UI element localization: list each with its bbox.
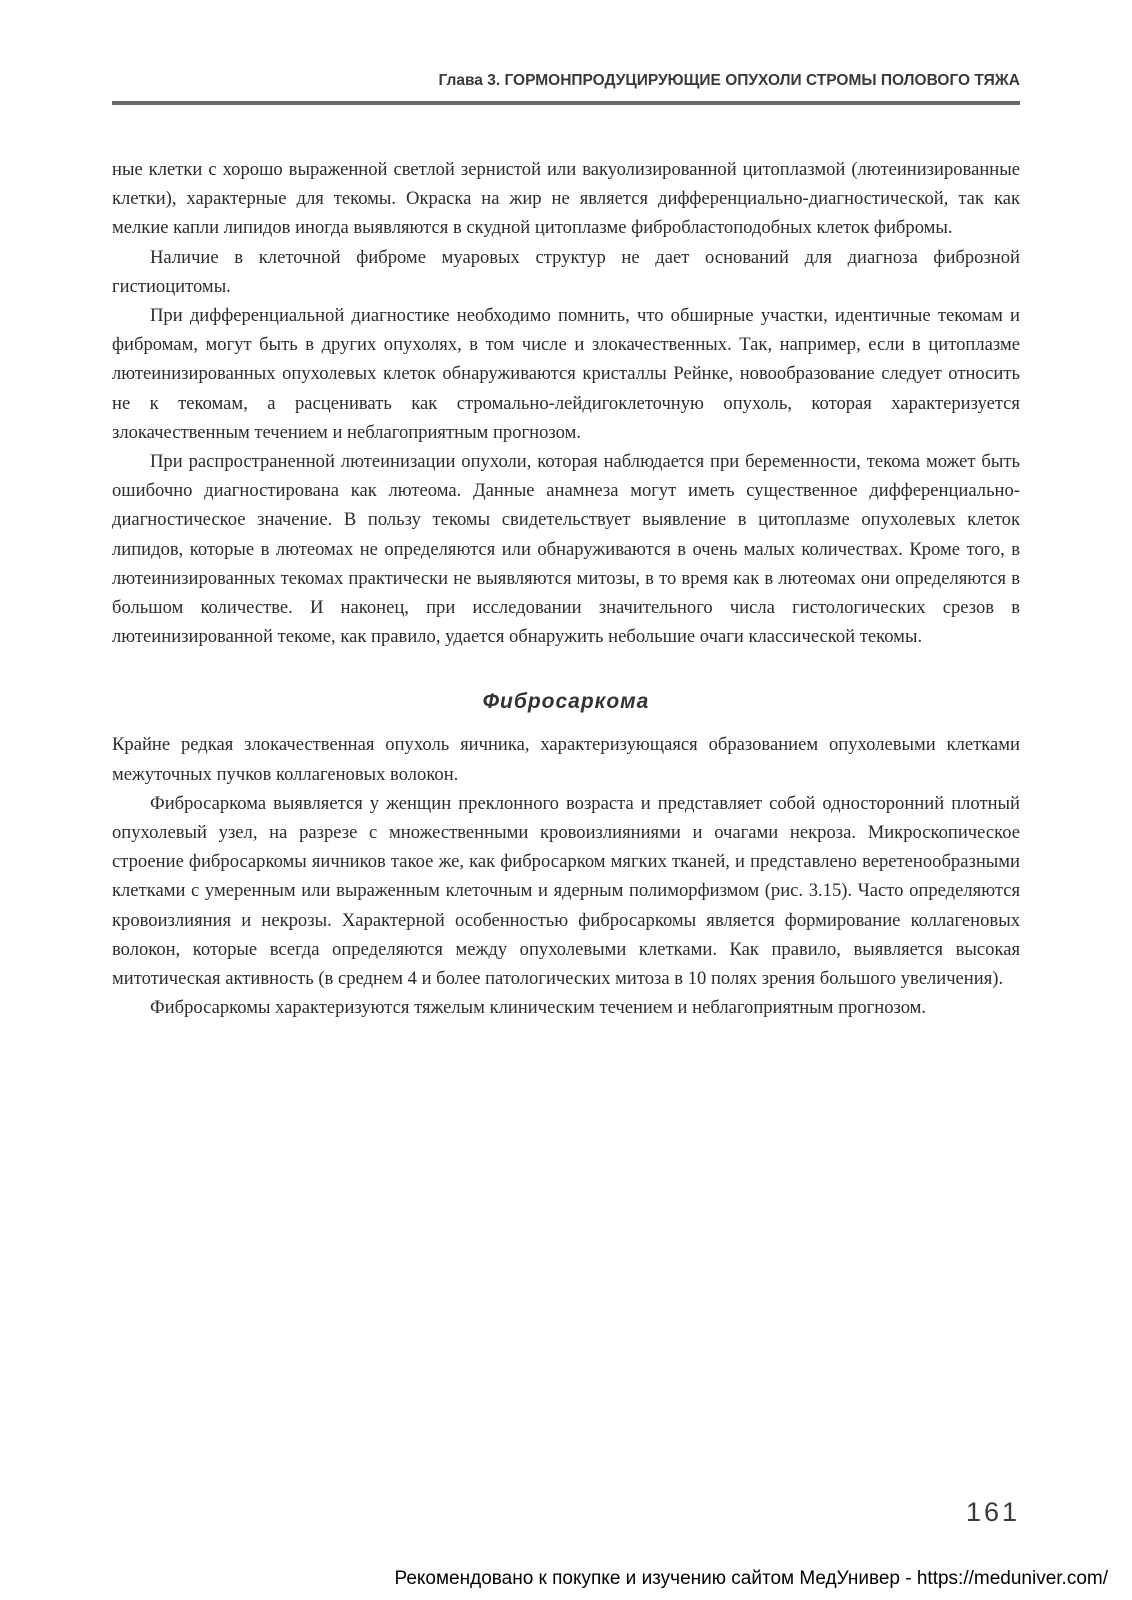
- header-rule: [112, 101, 1020, 105]
- running-title: Глава 3. ГОРМОНПРОДУЦИРУЮЩИЕ ОПУХОЛИ СТРОМЫ ПОЛОВОГО ТЯЖА: [438, 72, 1020, 89]
- paragraph: Наличие в клеточной фиброме муаровых структур не дает оснований для диагноза фиброзной гистиоцитомы.: [112, 246, 1020, 297]
- paragraph: ные клетки с хорошо выраженной светлой зернистой или вакуолизированной цитоплазмой (лютеинизированные клетки), характерные для текомы. Окраска на жир не является дифференциально-диагностической, так как мелкие капли липидов иногда выявляются в скудной цитоплазме фибробластоподобных клеток фибромы.: [112, 159, 1020, 239]
- paragraph: Фибросаркома выявляется у женщин преклонного возраста и представляет собой односторонний плотный опухолевый узел, на разрезе с множественными кровоизлияниями и очагами некроза. Микроскопическое строение фибросаркомы яичников такое же, как фибросарком мягких тканей, и представлено веретенообразными клетками с умеренным или выраженным клеточным и ядерным полиморфизмом (рис. 3.15). Часто определяются кровоизлияния и некрозы. Характерной особенностью фибросаркомы является формирование коллагеновых волокон, которые всегда определяются между опухолевыми клетками. Как правило, выявляется высокая митотическая активность (в среднем 4 и более патологических митоза в 10 полях зрения большого увеличения).: [112, 792, 1020, 990]
- page-body: [112, 155, 1020, 1022]
- paragraph: При распространенной лютеинизации опухоли, которая наблюдается при беременности, текома может быть ошибочно диагностирована как лютеома. Данные анамнеза могут иметь существенное дифференциально-диагностическое значение. В пользу текомы свидетельствует выявление в цитоплазме опухолевых клеток липидов, которые в лютеомах не определяются или обнаруживаются в очень малых количествах. Кроме того, в лютеинизированных текомах практически не выявляются митозы, в то время как в лютеомах они определяются в большом количестве. И наконец, при исследовании значительного числа гистологических срезов в лютеинизированной текоме, как правило, удается обнаружить небольшие очаги классической текомы.: [112, 451, 1020, 648]
- paragraph: При дифференциальной диагностике необходимо помнить, что обширные участки, идентичные текомам и фибромам, могут быть в других опухолях, в том числе и злокачественных. Так, например, если в цитоплазме лютеинизированных опухолевых клеток обнаруживаются кристаллы Рейнке, новообразование следует относить не к текомам, а расценивать как стромально-лейдигоклеточную опухоль, которая характеризуется злокачественным течением и неблагоприятным прогнозом.: [112, 305, 1020, 443]
- paragraph: Фибросаркомы характеризуются тяжелым клиническим течением и неблагоприятным прогнозом.: [150, 997, 927, 1019]
- footer-note: Рекомендовано к покупке и изучению сайтом МедУнивер - https://meduniver.com/: [394, 1568, 1108, 1589]
- section-heading: Фибросаркома: [482, 690, 650, 714]
- page-number: 161: [965, 1497, 1020, 1527]
- paragraph: Крайне редкая злокачественная опухоль яичника, характеризующаяся образованием опухолевыми клетками межуточных пучков коллагеновых волокон.: [112, 734, 1020, 785]
